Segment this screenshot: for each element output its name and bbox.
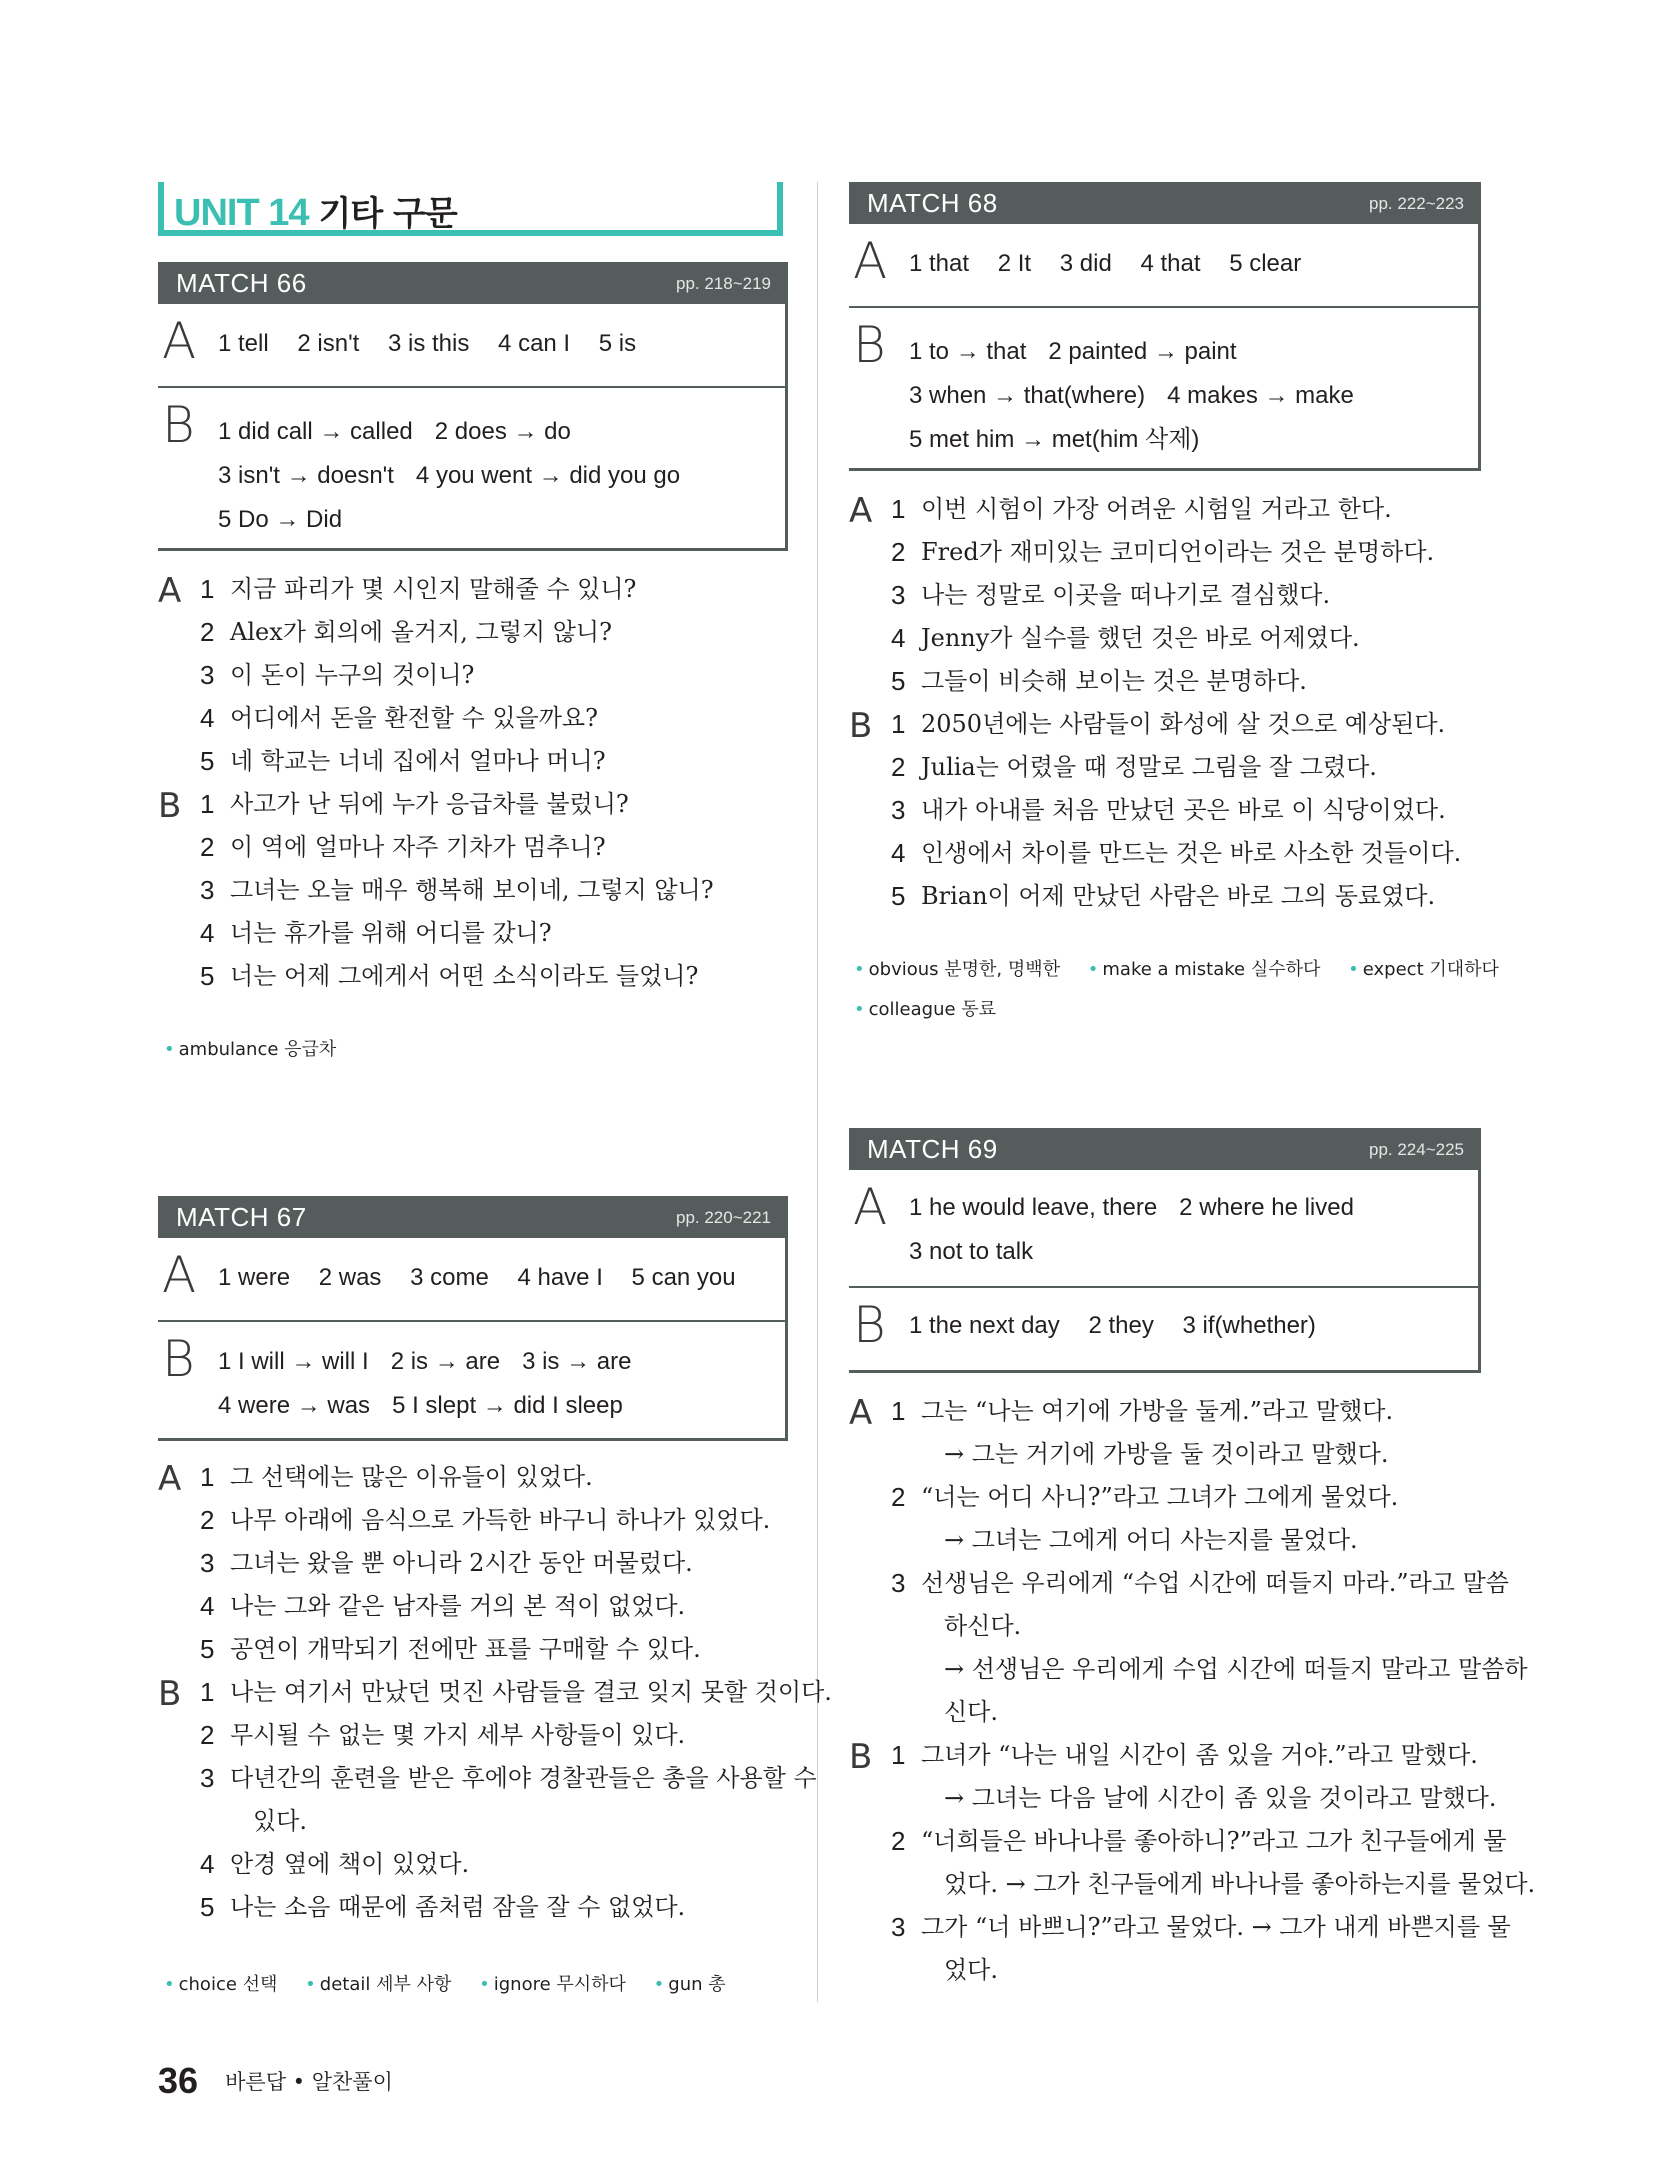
- section-letter-a: A: [162, 312, 197, 370]
- section-letter-b: B: [853, 316, 886, 374]
- section-letter-a: A: [853, 1178, 888, 1236]
- answer-item: 2 is → are: [390, 1348, 501, 1375]
- answer-item: 2 isn't: [297, 330, 360, 357]
- translation-line: 1 그는 “나는 여기에 가방을 둘게.”라고 말했다.: [891, 1396, 1394, 1426]
- answer-item: 4 were → was: [218, 1392, 371, 1419]
- vocab-item: colleague 동료: [868, 999, 997, 1020]
- vocab-list: • obvious 분명한, 명백한 • make a mistake 실수하다 • expect 기대하다: [854, 959, 1499, 980]
- section-letter-a: A: [849, 1393, 873, 1433]
- answer-item: 5 Do → Did: [218, 506, 343, 533]
- translation-line: 5 Brian이 어제 만났던 사람은 바로 그의 동료였다.: [891, 881, 1436, 911]
- translation-line: 2 이 역에 얼마나 자주 기차가 멈추니?: [200, 832, 606, 862]
- section-letter-a: A: [853, 232, 888, 290]
- page-range: pp. 218~219: [675, 274, 771, 293]
- translation-line: 1 나는 여기서 만났던 멋진 사람들을 결코 잊지 못할 것이다.: [200, 1677, 832, 1707]
- section-letter-a: A: [162, 1246, 197, 1304]
- section-a: [158, 304, 785, 388]
- page-number: 36: [158, 2060, 199, 2101]
- translation-line: 1 이번 시험이 가장 어려운 시험일 거라고 한다.: [891, 494, 1392, 524]
- section-letter-b: B: [849, 1737, 873, 1777]
- answer-item: 3 is this: [388, 330, 470, 357]
- translation-line: 신다.: [944, 1698, 998, 1726]
- translation-line: 었다. → 그가 친구들에게 바나나를 좋아하는지를 물었다.: [944, 1870, 1536, 1898]
- translation-line: 3 다년간의 훈련을 받은 후에야 경찰관들은 총을 사용할 수: [200, 1763, 817, 1793]
- match66-header: [158, 262, 785, 304]
- vocab-item: choice 선택: [178, 1974, 278, 1995]
- translation-line: → 선생님은 우리에게 수업 시간에 떠들지 말라고 말씀하: [944, 1655, 1528, 1683]
- match-title: MATCH 66: [176, 268, 307, 298]
- section-a: [849, 224, 1478, 308]
- translation-line: 3 그가 “너 바쁘니?”라고 물었다. → 그가 내게 바쁜지를 물: [891, 1912, 1511, 1942]
- answer-item: 3 when → that(where): [909, 382, 1146, 409]
- translation-line: 4 Jenny가 실수를 했던 것은 바로 어제였다.: [891, 623, 1360, 653]
- translation-line: 3 선생님은 우리에게 “수업 시간에 떠들지 마라.”라고 말씀: [891, 1568, 1509, 1598]
- answer-item: 2 painted → paint: [1048, 338, 1237, 365]
- answer-item: 1 tell: [218, 330, 269, 357]
- translation-line: 4 너는 휴가를 위해 어디를 갔니?: [200, 918, 552, 948]
- answer-item: 2 they: [1088, 1312, 1154, 1339]
- vocab-item: ambulance 응급차: [178, 1039, 337, 1060]
- page-range: pp. 222~223: [1368, 194, 1464, 213]
- match67-translations: [158, 1456, 832, 1929]
- translation-line: 3 나는 정말로 이곳을 떠나기로 결심했다.: [891, 580, 1331, 610]
- section-a: [849, 1170, 1478, 1288]
- translation-line: 1 2050년에는 사람들이 화성에 살 것으로 예상된다.: [891, 709, 1446, 739]
- answer-item: 2 does → do: [434, 418, 571, 445]
- translation-line: 4 어디에서 돈을 환전할 수 있을까요?: [200, 703, 598, 733]
- translation-line: 4 안경 옆에 책이 있었다.: [200, 1849, 470, 1879]
- translation-line: 2 Alex가 회의에 올거지, 그렇지 않니?: [200, 617, 612, 647]
- match69-answer-box: [849, 1128, 1481, 1373]
- match69-header: [849, 1128, 1478, 1170]
- translation-line: 2 무시될 수 없는 몇 가지 세부 사항들이 있다.: [200, 1720, 686, 1750]
- translation-line: → 그녀는 그에게 어디 사는지를 물었다.: [944, 1526, 1358, 1554]
- match69-translations: [849, 1390, 1536, 1992]
- answer-item: 3 not to talk: [909, 1238, 1034, 1265]
- answer-item: 1 the next day: [909, 1312, 1060, 1339]
- vocab-list: • choice 선택 • detail 세부 사항 • ignore 무시하다 • gun 총: [164, 1974, 726, 1995]
- translation-line: 1 그 선택에는 많은 이유들이 있었다.: [200, 1462, 593, 1492]
- translation-line: 5 너는 어제 그에게서 어떤 소식이라도 들었니?: [200, 961, 699, 991]
- translation-line: 3 그녀는 오늘 매우 행복해 보이네, 그렇지 않니?: [200, 875, 714, 905]
- answer-item: 4 makes → make: [1167, 382, 1354, 409]
- answer-item: 1 to → that: [909, 338, 1027, 365]
- answer-item: 4 that: [1140, 250, 1201, 277]
- translation-line: 2 나무 아래에 음식으로 가득한 바구니 하나가 있었다.: [200, 1505, 771, 1535]
- answer-item: 4 have I: [517, 1264, 603, 1291]
- match66-answer-box: [158, 262, 788, 551]
- translation-line: 2 Julia는 어렸을 때 정말로 그림을 잘 그렸다.: [891, 752, 1377, 782]
- answer-item: 5 is: [598, 330, 637, 357]
- match67-answer-box: [158, 1196, 788, 1441]
- section-letter-b: B: [162, 1330, 195, 1388]
- section-letter-a: A: [849, 491, 873, 531]
- match66-translations: [158, 568, 798, 998]
- section-letter-b: B: [853, 1296, 886, 1354]
- translation-line: 5 네 학교는 너네 집에서 얼마나 머니?: [200, 746, 606, 776]
- match67-header: [158, 1196, 785, 1238]
- vocab-item: gun 총: [668, 1974, 726, 1995]
- page-range: pp. 224~225: [1368, 1140, 1464, 1159]
- match-title: MATCH 69: [867, 1134, 998, 1164]
- section-b: [158, 1322, 785, 1438]
- section-letter-a: A: [158, 1459, 182, 1499]
- section-letter-b: B: [158, 1674, 182, 1714]
- translation-line: 2 “너희들은 바나나를 좋아하니?”라고 그가 친구들에게 물: [891, 1826, 1507, 1856]
- translation-line: 5 나는 소음 때문에 좀처럼 잠을 잘 수 없었다.: [200, 1892, 686, 1922]
- translation-line: 2 Fred가 재미있는 코미디언이라는 것은 분명하다.: [891, 537, 1435, 567]
- unit-name: 기타 구문: [318, 194, 457, 234]
- translation-line: 1 사고가 난 뒤에 누가 응급차를 불렀니?: [200, 789, 629, 819]
- translation-line: 3 이 돈이 누구의 것이니?: [200, 660, 475, 690]
- answer-item: 1 he would leave, there: [909, 1194, 1158, 1221]
- answer-item: 5 I slept → did I sleep: [392, 1392, 623, 1419]
- vocab-item: make a mistake 실수하다: [1102, 959, 1321, 980]
- answer-item: 4 can I: [498, 330, 571, 357]
- answer-item: 3 if(whether): [1182, 1312, 1316, 1339]
- section-b: [849, 308, 1478, 468]
- answer-item: 5 met him → met(him 삭제): [909, 426, 1200, 453]
- answer-item: 2 was: [318, 1264, 382, 1291]
- translation-line: 있다.: [253, 1807, 307, 1835]
- match68-answer-box: [849, 182, 1481, 471]
- translation-line: 1 그녀가 “나는 내일 시간이 좀 있을 거야.”라고 말했다.: [891, 1740, 1478, 1770]
- answer-item: 4 you went → did you go: [415, 462, 681, 489]
- translation-line: 2 “너는 어디 사니?”라고 그녀가 그에게 물었다.: [891, 1482, 1399, 1512]
- section-letter-b: B: [162, 396, 195, 454]
- vocab-item: ignore 무시하다: [493, 1974, 626, 1995]
- answer-item: 1 did call → called: [218, 418, 413, 445]
- section-b: [158, 388, 785, 548]
- match-title: MATCH 68: [867, 188, 998, 218]
- unit-label: UNIT 14: [174, 192, 309, 234]
- vocab-item: detail 세부 사항: [319, 1974, 452, 1995]
- match68-header: [849, 182, 1478, 224]
- answer-item: 3 did: [1059, 250, 1112, 277]
- vocab-item: obvious 분명한, 명백한: [868, 959, 1061, 980]
- answer-item: 5 clear: [1229, 250, 1302, 277]
- translation-line: 5 공연이 개막되기 전에만 표를 구매할 수 있다.: [200, 1634, 701, 1664]
- match-title: MATCH 67: [176, 1202, 307, 1232]
- translation-line: 5 그들이 비슷해 보이는 것은 분명하다.: [891, 666, 1307, 696]
- answer-item: 3 is → are: [522, 1348, 632, 1375]
- translation-line: 3 내가 아내를 처음 만났던 곳은 바로 이 식당이었다.: [891, 795, 1446, 825]
- translation-line: 하신다.: [944, 1612, 1022, 1640]
- answer-item: 2 where he lived: [1179, 1194, 1354, 1221]
- answer-item: 1 were: [218, 1264, 291, 1291]
- answer-item: 5 can you: [631, 1264, 736, 1291]
- page-footer: [158, 2060, 393, 2102]
- translation-line: 었다.: [944, 1956, 998, 1984]
- answer-item: 1 that: [909, 250, 970, 277]
- page-range: pp. 220~221: [675, 1208, 771, 1227]
- vocab-list: • colleague 동료: [854, 999, 997, 1020]
- unit-title: [158, 182, 783, 236]
- translation-line: 1 지금 파리가 몇 시인지 말해줄 수 있니?: [200, 574, 637, 604]
- section-letter-a: A: [158, 571, 182, 611]
- section-letter-b: B: [849, 706, 873, 746]
- answer-item: 1 I will → will I: [218, 1348, 369, 1375]
- answer-item: 3 come: [410, 1264, 489, 1291]
- translation-line: → 그녀는 다음 날에 시간이 좀 있을 것이라고 말했다.: [944, 1784, 1497, 1812]
- answer-item: 2 It: [997, 250, 1032, 277]
- vocab-item: expect 기대하다: [1362, 959, 1499, 980]
- section-letter-b: B: [158, 786, 182, 826]
- answer-item: 3 isn't → doesn't: [218, 462, 394, 489]
- section-b: [849, 1288, 1478, 1370]
- vocab-list: • ambulance 응급차: [164, 1039, 337, 1060]
- match68-translations: [849, 488, 1489, 918]
- translation-line: → 그는 거기에 가방을 둘 것이라고 말했다.: [944, 1440, 1389, 1468]
- column-divider: [817, 182, 818, 2002]
- section-a: [158, 1238, 785, 1322]
- book-title: 바른답 • 알찬풀이: [225, 2070, 393, 2094]
- translation-line: 4 인생에서 차이를 만드는 것은 바로 사소한 것들이다.: [891, 838, 1462, 868]
- translation-line: 3 그녀는 왔을 뿐 아니라 2시간 동안 머물렀다.: [200, 1548, 693, 1578]
- translation-line: 4 나는 그와 같은 남자를 거의 본 적이 없었다.: [200, 1591, 686, 1621]
